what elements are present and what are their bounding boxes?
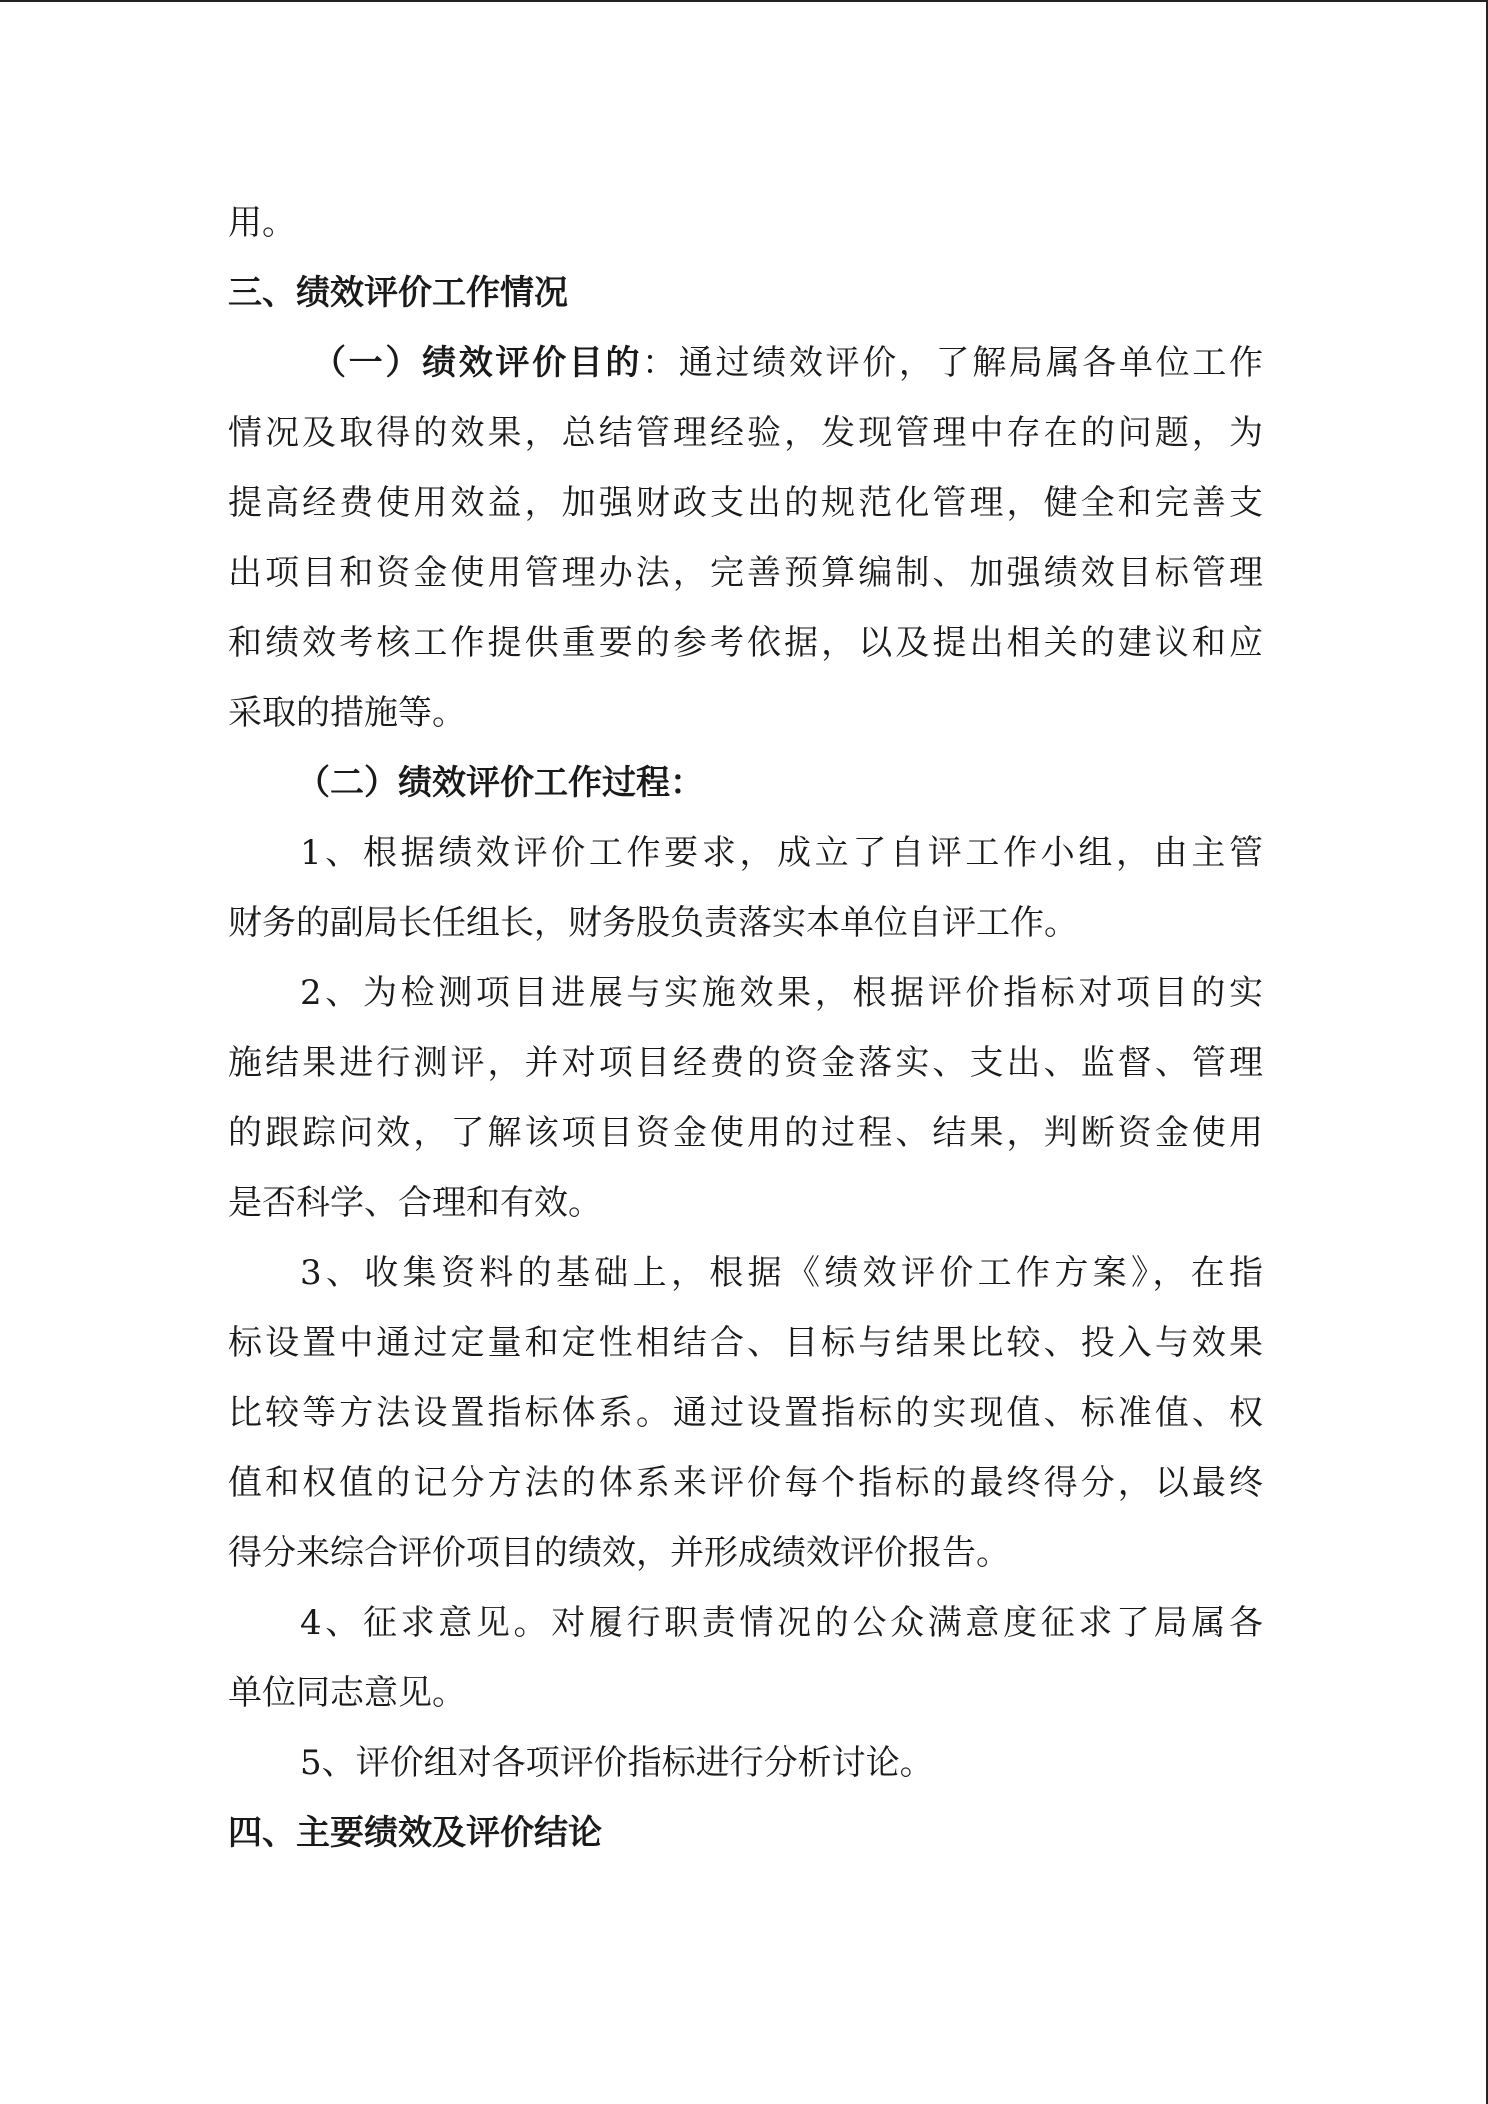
part-one-line-1 — [228, 328, 1263, 398]
part-one-line-3: 提高经费使用效益，加强财政支出的规范化管理，健全和完善支 — [228, 483, 1263, 523]
item3-line-4: 值和权值的记分方法的体系来评价每个指标的最终得分，以最终 — [228, 1463, 1263, 1503]
item1-line-2: 财务的副局长任组长，财务股负责落实本单位自评工作。 — [228, 903, 1078, 943]
item5-line-1: 5、评价组对各项评价指标进行分析讨论。 — [300, 1743, 934, 1783]
item4-line-2: 单位同志意见。 — [228, 1673, 466, 1713]
part-one-line-6: 采取的措施等。 — [228, 693, 466, 733]
part-two-heading: （二）绩效评价工作过程： — [296, 763, 704, 803]
continuation-line: 用。 — [228, 203, 296, 243]
item2-line-1: 2、为检测项目进展与实施效果，根据评价指标对项目的实 — [300, 973, 1263, 1013]
part-one-line-5: 和绩效考核工作提供重要的参考依据，以及提出相关的建议和应 — [228, 623, 1263, 663]
part-one-line-1-text: ：通过绩效评价，了解局属各单位工作 — [642, 343, 1263, 383]
section-three-heading: 三、绩效评价工作情况 — [228, 273, 568, 313]
section-four-heading: 四、主要绩效及评价结论 — [228, 1813, 602, 1853]
item3-line-3: 比较等方法设置指标体系。通过设置指标的实现值、标准值、权 — [228, 1393, 1263, 1433]
item2-line-4: 是否科学、合理和有效。 — [228, 1183, 602, 1223]
item2-line-2: 施结果进行测评，并对项目经费的资金落实、支出、监督、管理 — [228, 1043, 1263, 1083]
document-body — [228, 188, 1263, 1868]
part-one-line-4: 出项目和资金使用管理办法，完善预算编制、加强绩效目标管理 — [228, 553, 1263, 593]
item3-line-2: 标设置中通过定量和定性相结合、目标与结果比较、投入与效果 — [228, 1323, 1263, 1363]
item3-line-5: 得分来综合评价项目的绩效，并形成绩效评价报告。 — [228, 1533, 1010, 1573]
item1-line-1: 1、根据绩效评价工作要求，成立了自评工作小组，由主管 — [300, 833, 1263, 873]
item4-line-1: 4、征求意见。对履行职责情况的公众满意度征求了局属各 — [300, 1603, 1263, 1643]
part-one-line-2: 情况及取得的效果，总结管理经验，发现管理中存在的问题，为 — [228, 413, 1263, 453]
item3-line-1: 3、收集资料的基础上，根据《绩效评价工作方案》，在指 — [300, 1253, 1263, 1293]
item2-line-3: 的跟踪问效，了解该项目资金使用的过程、结果，判断资金使用 — [228, 1113, 1263, 1153]
part-one-label: （一）绩效评价目的 — [312, 343, 643, 383]
